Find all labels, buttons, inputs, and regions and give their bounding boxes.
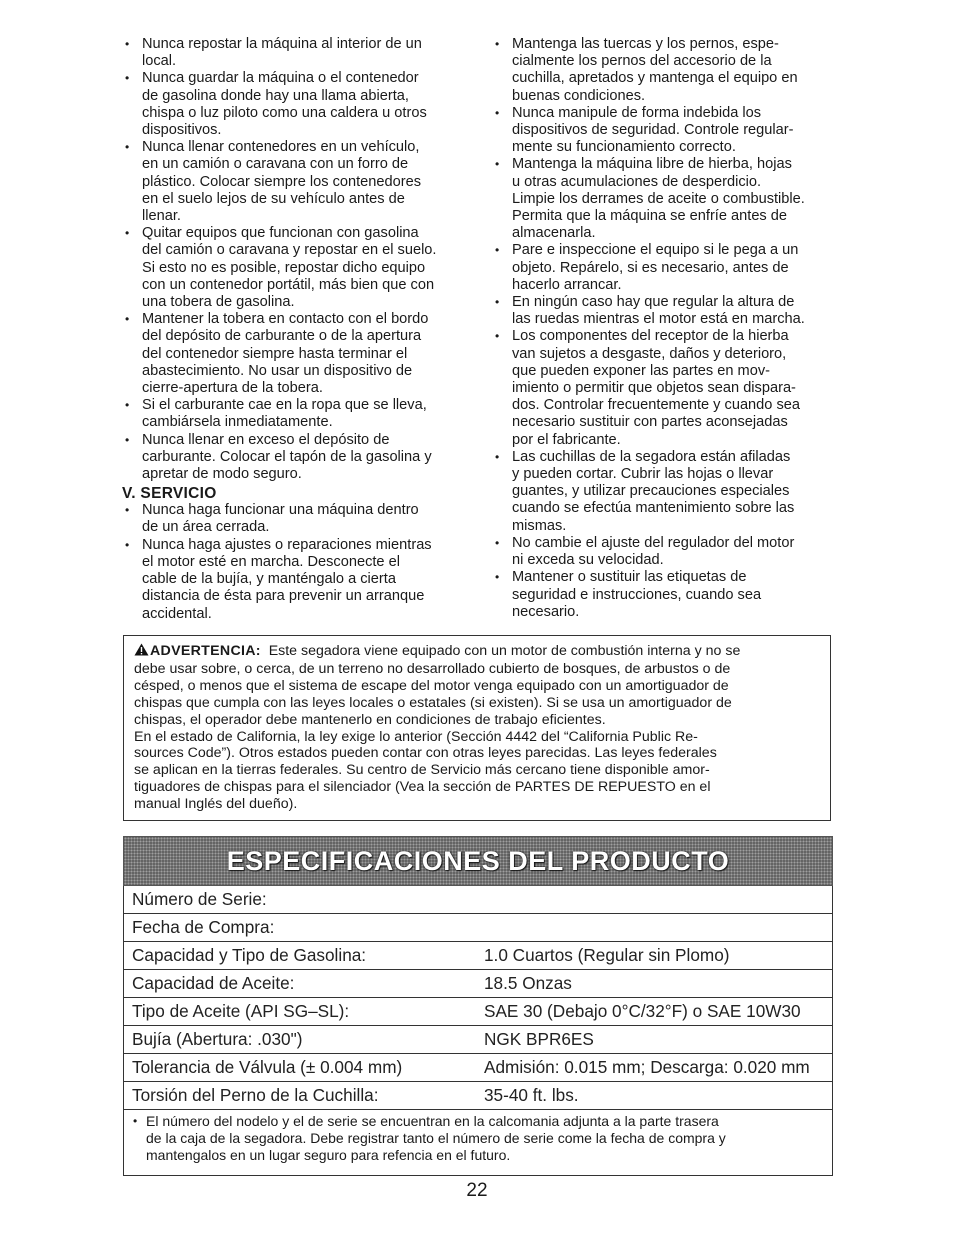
warning-line: chispas que cumpla con las leyes locales o estatales (si existen). Si se usa un amortiguador de [134,694,732,711]
bullet-line: • Nunca llenar en exceso el depósito de [142,431,390,448]
safety-bullet-list [122,36,474,483]
bullet-line: • Las cuchillas de la segadora están afiladas [512,448,791,465]
bullet-line: Permita que la máquina se enfríe antes de [512,208,788,225]
bullet-line: u otras acumulaciones de desperdicio. [512,173,762,190]
bullet-line: almacenarla. [512,225,596,242]
warning-box [123,635,831,821]
spec-row [123,886,833,914]
bullet-item [492,105,837,157]
bullet-line: plástico. Colocar siempre los contenedores [142,173,422,190]
spec-label: Torsión del Perno de la Cuchilla: [132,1085,379,1105]
bullet-item [122,70,474,139]
bullet-line: cambiársela inmediatamente. [142,414,333,431]
warning-line: césped, o menos que el sistema de escape del motor venga equipado con un amortiguador de [134,677,729,694]
bullet-line: accidental. [142,605,212,622]
spec-label: Número de Serie: [132,889,267,909]
bullet-item [122,311,474,397]
note-line: • El número del nodelo y el de serie se encuentran en la calcomania adjunta a la parte trasera [132,1113,824,1130]
bullet-item [122,432,474,484]
spec-label: Tolerancia de Válvula (± 0.004 mm) [132,1057,403,1077]
warning-label: ADVERTENCIA: [150,643,261,659]
warning-first-line [134,643,820,661]
spec-title: ESPECIFICACIONES DEL PRODUCTO [226,845,730,876]
bullet-line: en el suelo lejos de su vehículo antes de [142,190,405,207]
warning-line: manual Inglés del dueño). [134,796,298,813]
warning-text: Este segadora viene equipado con un motor de combustión interna y no se [268,643,741,659]
right-column [492,36,837,621]
spec-table [123,886,833,1110]
bullet-line: por el fabricante. [512,431,621,448]
bullet-item [122,36,474,70]
bullet-line: cuchilla, apretados y mantenga el equipo en [512,70,798,87]
bullet-line: buenas condiciones. [512,87,646,104]
bullet-line: abastecimiento. No usar un dispositivo de [142,362,413,379]
bullet-line: apretar de modo seguro. [142,466,302,483]
bullet-line: • Nunca manipule de forma indebida los [512,104,762,121]
bullet-item [492,328,837,448]
bullet-line: chispa o luz piloto como una caldera u otros [142,104,427,121]
warning-body [134,661,820,813]
bullet-line: que pueden exponer las partes en mov- [512,362,770,379]
bullet-line: dos. Controlar frecuentemente y cuando sea [512,397,800,414]
bullet-line: hacerlo arrancar. [512,276,622,293]
bullet-item [122,537,474,623]
spec-label: Capacidad de Aceite: [132,973,295,993]
warning-line: se aplican en la tierras federales. Su centro de Servicio más cercano tiene disponible amor- [134,762,710,779]
bullet-line: imiento o permitir que objetos sean dispara- [512,380,796,397]
spec-banner [123,836,833,886]
spec-label: Bujía (Abertura: .030") [132,1029,303,1049]
section-heading-servicio: V. SERVICIO [122,485,217,503]
bullet-item [492,294,837,328]
bullet-line: • Nunca llenar contenedores en un vehículo, [142,139,420,156]
note-line: mantengalos en un lugar seguro para refencia en el futuro. [146,1147,511,1163]
spec-label: Capacidad y Tipo de Gasolina: [132,945,367,965]
spec-value: 18.5 Onzas [484,973,572,993]
bullet-line: las ruedas mientras el motor está en marcha. [512,311,805,328]
maintenance-bullet-list [492,36,837,621]
bullet-item [122,502,474,536]
bullet-line: cierre-apertura de la tobera. [142,380,323,397]
bullet-line: mismas. [512,517,567,534]
bullet-line: Limpie los derrames de aceite o combustible. [512,190,805,207]
bullet-item [122,225,474,311]
bullet-line: • Si el carburante cae en la ropa que se lleva, [142,397,427,414]
spec-label: Tipo de Aceite (API SG–SL): [132,1001,350,1021]
bullet-line: de un área cerrada. [142,519,270,536]
bullet-line: mente su funcionamiento correcto. [512,139,736,156]
bullet-line: y pueden cortar. Cubrir las hojas o llevar [512,466,774,483]
bullet-line: necesario. [512,603,580,620]
spec-row [123,914,833,942]
bullet-line: • Mantener o sustituir las etiquetas de [512,569,747,586]
spec-row [123,1026,833,1054]
bullet-line: • Los componentes del receptor de la hierba [512,328,789,345]
bullet-line: del contenedor siempre hasta terminar el [142,345,408,362]
bullet-item [122,139,474,225]
spec-row [123,970,833,998]
bullet-line: • No cambie el ajuste del regulador del motor [512,534,795,551]
bullet-item [492,36,837,105]
bullet-item [492,156,837,242]
spec-note [123,1110,833,1176]
spec-label: Fecha de Compra: [132,917,275,937]
warning-triangle-icon [134,643,149,661]
bullet-item [492,449,837,535]
spec-value: 1.0 Cuartos (Regular sin Plomo) [484,945,730,965]
bullet-line: en un camión o caravana con un forro de [142,156,409,173]
bullet-line: • Quitar equipos que funcionan con gasolina [142,225,419,242]
bullet-line: objeto. Repárelo, si es necesario, antes de [512,259,789,276]
left-column [122,36,474,623]
bullet-line: van sujetos a desgaste, daños y deterioro, [512,345,787,362]
warning-line: tiguadores de chispas para el silenciador (Vea la sección de PARTES DE REPUESTO en el [134,779,711,796]
bullet-line: • En ningún caso hay que regular la altura de [512,294,795,311]
bullet-line: de gasolina donde hay una llama abierta, [142,87,409,104]
warning-line: chispas, el operador debe mantenerlo en condiciones de trabajo eficientes. [134,711,606,728]
warning-line: En el estado de California, la ley exige lo anterior (Sección 4442 del “California Public Re- [134,728,698,745]
bullet-line: local. [142,53,177,70]
spec-value: Admisión: 0.015 mm; Descarga: 0.020 mm [484,1057,810,1077]
spec-value: NGK BPR6ES [484,1029,594,1049]
product-specifications [123,836,833,1176]
bullet-item [492,242,837,294]
bullet-line: del camión o caravana y repostar en el suelo. [142,242,437,259]
bullet-line: • Mantener la tobera en contacto con el bordo [142,311,429,328]
spec-row [123,1054,833,1082]
bullet-item [492,569,837,621]
bullet-line: guantes, y utilizar precauciones especiales [512,483,790,500]
bullet-line: cialmente los pernos del accesorio de la [512,53,772,70]
spec-row [123,998,833,1026]
bullet-item [122,397,474,431]
bullet-line: del depósito de carburante o de la apertura [142,328,422,345]
bullet-line: una tobera de gasolina. [142,294,295,311]
bullet-line: • Pare e inspeccione el equipo si le pega a un [512,242,799,259]
bullet-line: dispositivos. [142,122,222,139]
bullet-line: carburante. Colocar el tapón de la gasolina y [142,448,432,465]
bullet-line: ni exceda su velocidad. [512,552,664,569]
warning-line: debe usar sobre, o cerca, de un terreno no desarrollado cubierto de bosques, de arbustos o de [134,660,731,677]
bullet-line: Si esto no es posible, repostar dicho equipo [142,259,426,276]
bullet-line: el motor esté en marcha. Desconecte el [142,553,400,570]
bullet-line: con un contenedor portátil, más bien que con [142,276,435,293]
bullet-line: seguridad e instrucciones, cuando sea [512,586,762,603]
warning-line: sources Code”). Otros estados pueden contar con otras leyes parecidas. Las leyes federales [134,745,717,762]
spec-row [123,942,833,970]
bullet-line: dispositivos de seguridad. Controle regular- [512,122,794,139]
bullet-item [492,535,837,569]
bullet-line: • Nunca repostar la máquina al interior de un [142,36,422,52]
note-line: de la caja de la segadora. Debe registrar tanto el número de serie come la fecha de compra y [146,1130,726,1146]
bullet-line: • Nunca haga ajustes o reparaciones mientras [142,536,432,553]
servicio-bullet-list [122,502,474,622]
bullet-line: • Nunca guardar la máquina o el contenedor [142,70,419,87]
bullet-line: • Nunca haga funcionar una máquina dentro [142,502,419,519]
bullet-line: cuando se efectúa mantenimiento sobre las [512,500,795,517]
spec-value: SAE 30 (Debajo 0°C/32°F) o SAE 10W30 [484,1001,801,1021]
bullet-line: llenar. [142,208,181,225]
bullet-line: • Mantenga las tuercas y los pernos, espe- [512,36,779,52]
bullet-line: • Mantenga la máquina libre de hierba, hojas [512,156,792,173]
bullet-line: cable de la bujía, y manténgalo a cierta [142,571,396,588]
spec-row [123,1082,833,1110]
page-number: 22 [466,1180,488,1201]
bullet-line: distancia de ésta para prevenir un arranque [142,588,425,605]
spec-value: 35-40 ft. lbs. [484,1085,579,1105]
bullet-line: necesario sustituir con partes aconsejadas [512,414,788,431]
